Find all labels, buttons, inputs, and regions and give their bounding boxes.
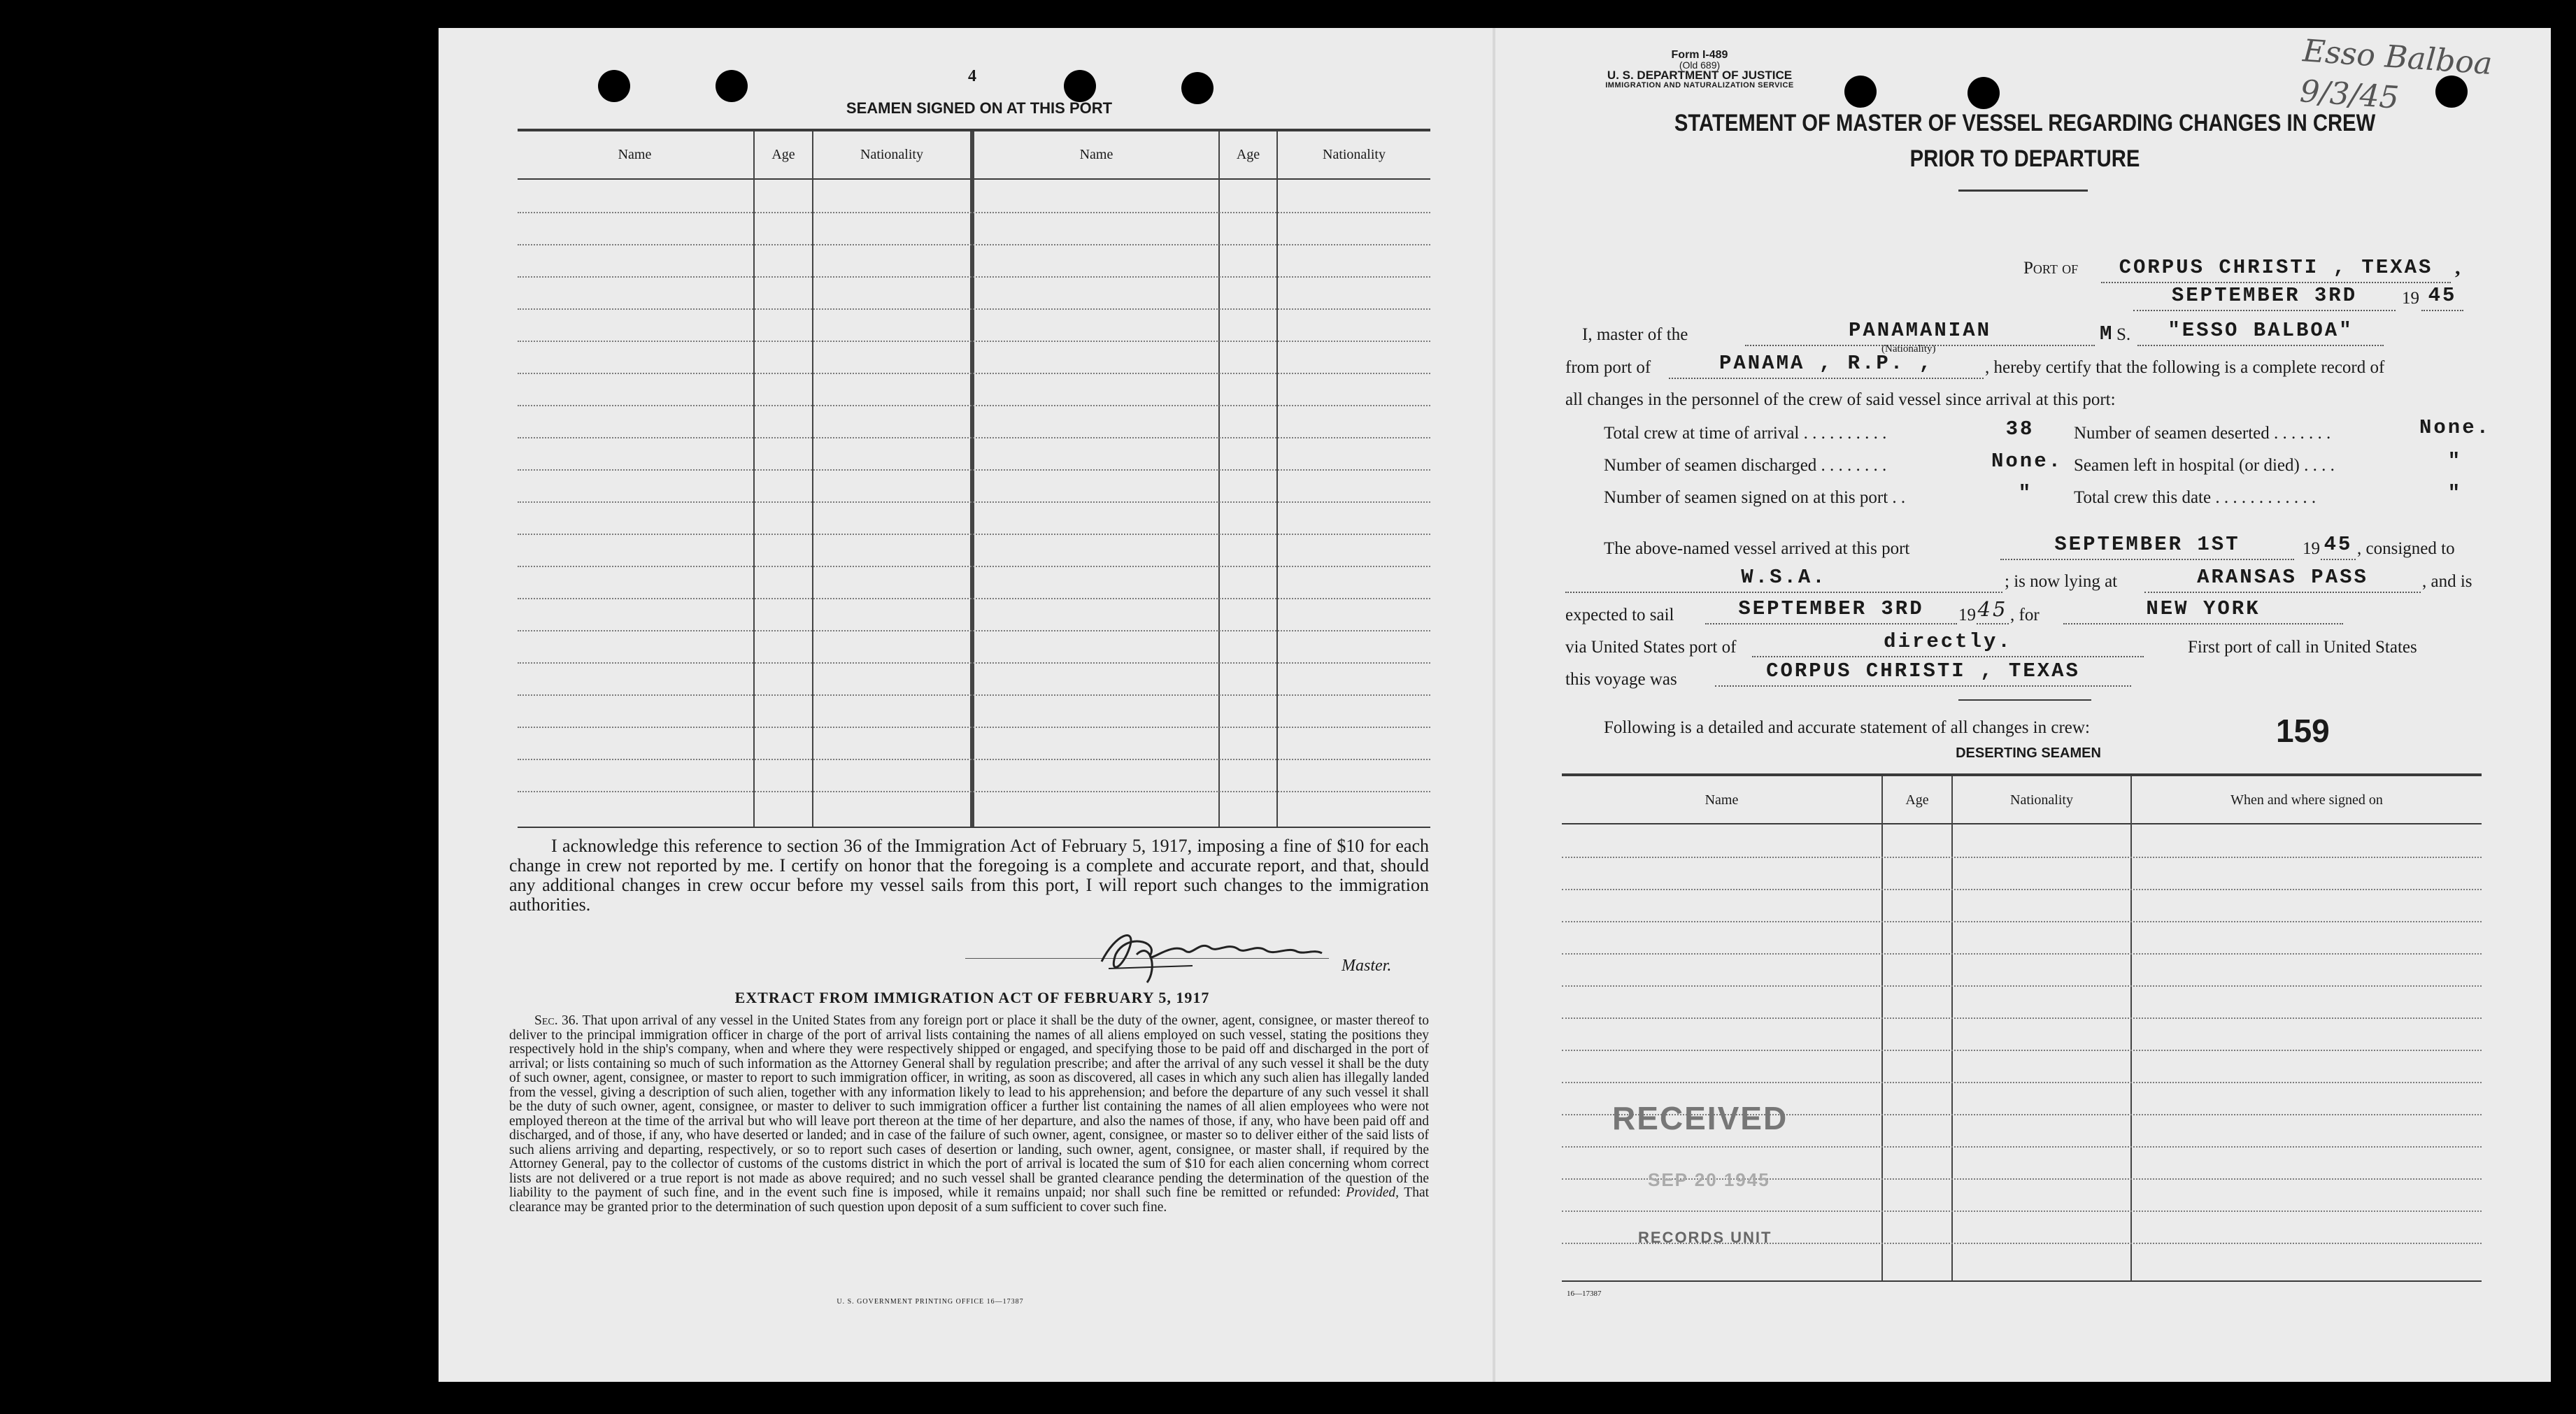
following-label: Following is a detailed and accurate statement of all changes in crew: [1604, 718, 2090, 737]
from-port-label: from port of [1565, 358, 1651, 377]
sail-year-prefix: 19 [1958, 606, 1976, 624]
table-row [518, 630, 1430, 631]
lying-value: ARANSAS PASS [2144, 565, 2421, 593]
hospital-value: " [2447, 450, 2463, 473]
table-row [518, 566, 1430, 567]
deserting-table-bottom-rule [1562, 1280, 2482, 1282]
table-row [518, 469, 1430, 471]
port-value: CORPUS CHRISTI , TEXAS [2101, 255, 2451, 283]
extract-title: EXTRACT FROM IMMIGRATION ACT OF FEBRUARY 5, 1917 [734, 989, 1210, 1006]
extract-section-label: Sec. 36. [534, 1013, 579, 1028]
table-row [1562, 1017, 2482, 1019]
acknowledgement-text: I acknowledge this reference to section 36 of the Immigration Act of February 5, 1917, imposing a fine of $10 for each change in crew not reported by me. I certify on honor that the foregoing is a complete and accurate report, and that, should any additional changes in crew occur before my vessel sails from this port, I will report such changes to the immigration authorities. [509, 836, 1429, 915]
vessel-name: "ESSO BALBOA" [2137, 318, 2384, 346]
deserting-table-header-rule [1562, 823, 2482, 824]
voyage-label: this voyage was [1565, 670, 1677, 689]
extract-body [509, 1014, 1429, 1215]
punch-hole [716, 70, 748, 102]
table-row [518, 791, 1430, 792]
table-row [518, 534, 1430, 535]
column-header-age: Age [1905, 792, 1929, 808]
discharged-label: Number of seamen discharged . . . . . . . . [1604, 456, 1887, 475]
arrived-label: The above-named vessel arrived at this port [1604, 539, 1910, 558]
consignee-value: W.S.A. [1565, 565, 2002, 593]
and-is-label: , and is [2422, 572, 2472, 591]
column-header-name: Name [1705, 792, 1739, 808]
table-row [1562, 1211, 2482, 1212]
column-header-age: Age [1236, 147, 1260, 162]
sail-year: 45 [1977, 597, 2009, 624]
form-subtitle: PRIOR TO DEPARTURE [1909, 145, 2140, 172]
table-row [518, 759, 1430, 760]
column-divider [1218, 131, 1220, 827]
table-row [518, 694, 1430, 696]
signed-on-label: Number of seamen signed on at this port . . [1604, 488, 1906, 507]
table-row [1562, 857, 2482, 858]
table-row [1562, 1146, 2482, 1148]
column-divider [812, 131, 813, 827]
service-name: IMMIGRATION AND NATURALIZATION SERVICE [1605, 81, 1794, 90]
punch-hole [598, 70, 630, 102]
deserted-value: None. [2419, 416, 2491, 439]
total-crew-arrival-value: 38 [2005, 417, 2035, 441]
consigned-label: , consigned to [2357, 539, 2455, 558]
vessel-s: S. [2116, 325, 2131, 344]
form-number: Form I-489 [1671, 49, 1728, 61]
table-row [1562, 889, 2482, 890]
total-crew-date-value: " [2447, 482, 2463, 505]
port-comma: , [2455, 256, 2461, 279]
column-header-signed-on: When and where signed on [2230, 792, 2383, 808]
master-signature [1088, 913, 1325, 990]
vessel-type: M [2100, 322, 2114, 345]
column-header-name: Name [1079, 147, 1113, 162]
column-divider [1881, 776, 1883, 1280]
table-row [518, 341, 1430, 342]
title-underline [1958, 190, 2088, 192]
hospital-label: Seamen left in hospital (or died) . . . . [2074, 456, 2335, 475]
section-title: SEAMEN SIGNED ON AT THIS PORT [846, 99, 1113, 117]
departure-date: SEPTEMBER 3RD [2133, 283, 2396, 311]
discharged-value: None. [1991, 450, 2063, 473]
from-port-value: PANAMA , R.P. , [1669, 351, 1984, 379]
table-row [518, 308, 1430, 310]
expected-label: expected to sail [1565, 606, 1674, 624]
form-title: STATEMENT OF MASTER OF VESSEL REGARDING CHANGES IN CREW [1674, 110, 2376, 136]
sail-date: SEPTEMBER 3RD [1705, 597, 1957, 624]
column-header-nationality: Nationality [860, 147, 923, 162]
table-row [518, 501, 1430, 503]
master-of-label: I, master of the [1582, 325, 1688, 344]
handwritten-note: Esso Balboa 9/3/45 [2298, 33, 2493, 116]
column-divider [1951, 776, 1953, 1280]
signed-on-value: " [2018, 482, 2033, 505]
extract-text: That upon arrival of any vessel in the United States from any foreign port or place it shall be the duty of the owner, agent, consignee, or master thereof to deliver to the principal immigration officer in charge of the port of arrival lists containing the names of all aliens employed on such vessel, stating the positions they respectively hold in the ship's company, when and where they were respectively shipped or engaged, and specifying those to be paid off and discharged in the port of arrival; or lists containing so much of such information as the Attorney General shall by regulation prescribe; and after the arrival of any such vessel it shall be the duty of such owner, agent, consignee, or master to report to such immigration officer, in writing, as soon as discovered, all cases in which any such alien has illegally landed from the vessel, giving a description of such alien, together with any information likely to lead to his apprehension; and before the departure of any such vessel it shall be the duty of such owner, agent, consignee, or master to deliver to such immigration officer a further list containing the names of all alien employees who were not employed thereon at the time of the arrival but who will leave port thereon at the time of her departure, and also the names of those, if any, who have been paid off and discharged, and of those, if any, who have deserted or landed; and in case of the failure of such owner, agent, consignee, or master so to deliver either of the said lists of such aliens arriving and departing, respectively, or so to report such cases of desertion or landing, such owner, agent, consignee, or master shall, if required by the Attorney General, pay to the collector of customs of the customs district in which the port of arrival is located the sum of $10 for each alien concerning whom correct lists are not delivered or a true report is not made as above required; and no such vessel shall be granted clearance pending the determination of the question of the liability to the payment of such fine, and in the event such fine is imposed, while it remains unpaid; nor shall such fine be remitted or refunded: [509, 1013, 1429, 1200]
table-row [1562, 953, 2482, 955]
column-divider [970, 131, 974, 827]
page-fold [1493, 28, 1495, 1382]
punch-hole [1064, 70, 1096, 102]
extract-end: That clearance may be granted prior to the determination of such question upon deposit of a sum sufficient to cover such fine. [509, 1185, 1430, 1215]
footer-code: 16—17387 [1567, 1290, 1602, 1298]
column-divider [753, 131, 755, 827]
master-label: Master. [1342, 957, 1392, 975]
records-unit-stamp: RECORDS UNIT [1638, 1229, 1772, 1246]
first-port-label: First port of call in United States [2188, 638, 2417, 657]
form-old-number: (Old 689) [1679, 59, 1721, 71]
total-crew-date-label: Total crew this date . . . . . . . . . . . . [2074, 488, 2317, 507]
lying-label: ; is now lying at [2005, 572, 2118, 591]
received-date-stamp: SEP 20 1945 [1648, 1169, 1770, 1190]
certify-text: , hereby certify that the following is a complete record of [1985, 358, 2385, 377]
table-row [1562, 1050, 2482, 1051]
arrived-date: SEPTEMBER 1ST [2000, 532, 2294, 560]
table-row [518, 212, 1430, 213]
table-row [518, 373, 1430, 374]
deserting-title: DESERTING SEAMEN [1956, 745, 2101, 761]
column-divider [1276, 131, 1278, 827]
received-stamp: RECEIVED [1612, 1100, 1788, 1136]
column-header-nationality: Nationality [1323, 147, 1386, 162]
page-number: 4 [968, 67, 976, 85]
column-header-name: Name [618, 147, 652, 162]
printer-imprint: U. S. GOVERNMENT PRINTING OFFICE 16—17387 [837, 1298, 1024, 1306]
table-row [518, 598, 1430, 599]
column-header-nationality: Nationality [2010, 792, 2073, 808]
table-row [518, 276, 1430, 278]
table-row [1562, 985, 2482, 987]
year-value: 45 [2421, 283, 2463, 311]
via-value: directly. [1752, 629, 2144, 657]
table-row [518, 405, 1430, 406]
nationality-value: PANAMANIAN [1745, 318, 2095, 346]
for-label: , for [2010, 606, 2040, 624]
first-port-value: CORPUS CHRISTI , TEXAS [1715, 659, 2131, 687]
all-changes-text: all changes in the personnel of the crew of said vessel since arrival at this port: [1565, 390, 2116, 409]
deserted-label: Number of seamen deserted . . . . . . . [2074, 424, 2331, 443]
table-row [518, 437, 1430, 438]
table-row [518, 662, 1430, 664]
deserting-table-top-rule [1562, 773, 2482, 776]
column-header-age: Age [771, 147, 795, 162]
extract-provided: Provided, [1346, 1185, 1400, 1200]
table-row [518, 727, 1430, 728]
year-prefix: 19 [2402, 289, 2419, 308]
table-row [1562, 921, 2482, 922]
port-label: Port of [2023, 259, 2079, 278]
destination-value: NEW YORK [2063, 597, 2343, 624]
table-row [1562, 1082, 2482, 1083]
page-stamp-number: 159 [2276, 713, 2330, 749]
column-divider [2130, 776, 2132, 1280]
table-row [518, 244, 1430, 245]
arrived-year-prefix: 19 [2303, 539, 2320, 558]
table-bottom-rule [518, 827, 1430, 828]
arrived-year: 45 [2321, 532, 2356, 560]
department-name: U. S. DEPARTMENT OF JUSTICE [1607, 69, 1793, 82]
nationality-caption: (Nationality) [1881, 343, 1936, 355]
total-crew-arrival-label: Total crew at time of arrival . . . . . . . . . . [1604, 424, 1887, 443]
via-label: via United States port of [1565, 638, 1737, 657]
section-divider [1958, 699, 2091, 701]
punch-hole [1967, 77, 2000, 109]
